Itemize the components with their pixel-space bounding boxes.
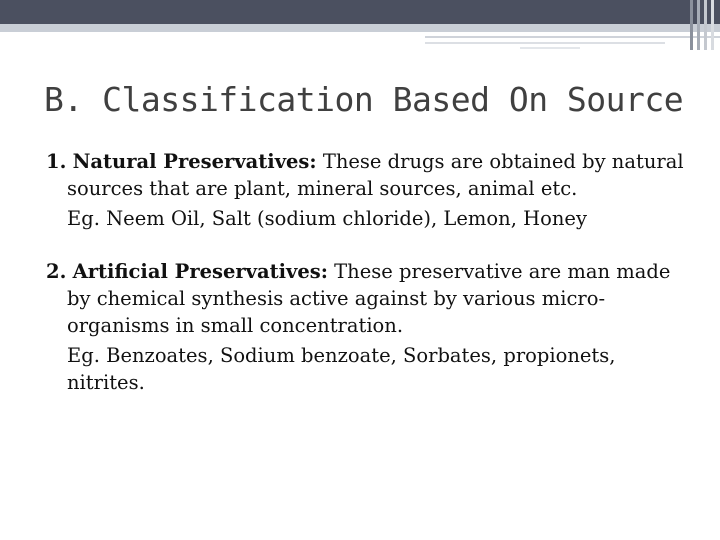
item-example: Eg. Benzoates, Sodium benzoate, Sorbates, propionets, nitrites. <box>67 344 616 394</box>
decorative-bar <box>690 0 693 50</box>
item-example: Eg. Neem Oil, Salt (sodium chloride), Lemon, Honey <box>67 207 587 230</box>
item-text: These drugs are obtained by natural sources that are plant, mineral sources, animal etc. <box>67 150 684 200</box>
header-band-accent <box>0 24 720 32</box>
decorative-line <box>425 36 720 38</box>
decorative-bar <box>711 0 714 50</box>
decorative-bars <box>688 0 720 50</box>
header-band <box>0 0 720 24</box>
item-heading: Artificial Preservatives: <box>72 260 328 283</box>
item-heading: Natural Preservatives: <box>72 150 317 173</box>
slide-content <box>46 148 686 396</box>
slide-title: B. Classification Based On Source <box>44 80 684 119</box>
decorative-line <box>520 47 580 49</box>
item-number: 1. <box>46 150 67 173</box>
item-number: 2. <box>46 260 67 283</box>
item-body <box>46 258 686 339</box>
list-item-natural <box>46 148 686 232</box>
decorative-line <box>425 42 665 44</box>
list-item-artificial <box>46 258 686 396</box>
decorative-bar <box>704 0 707 50</box>
spacer <box>46 232 686 258</box>
item-text: These preservative are man made by chemical synthesis active against by various micro-organisms in small concentration. <box>67 260 671 337</box>
item-body <box>46 148 686 202</box>
decorative-bar <box>697 0 700 50</box>
